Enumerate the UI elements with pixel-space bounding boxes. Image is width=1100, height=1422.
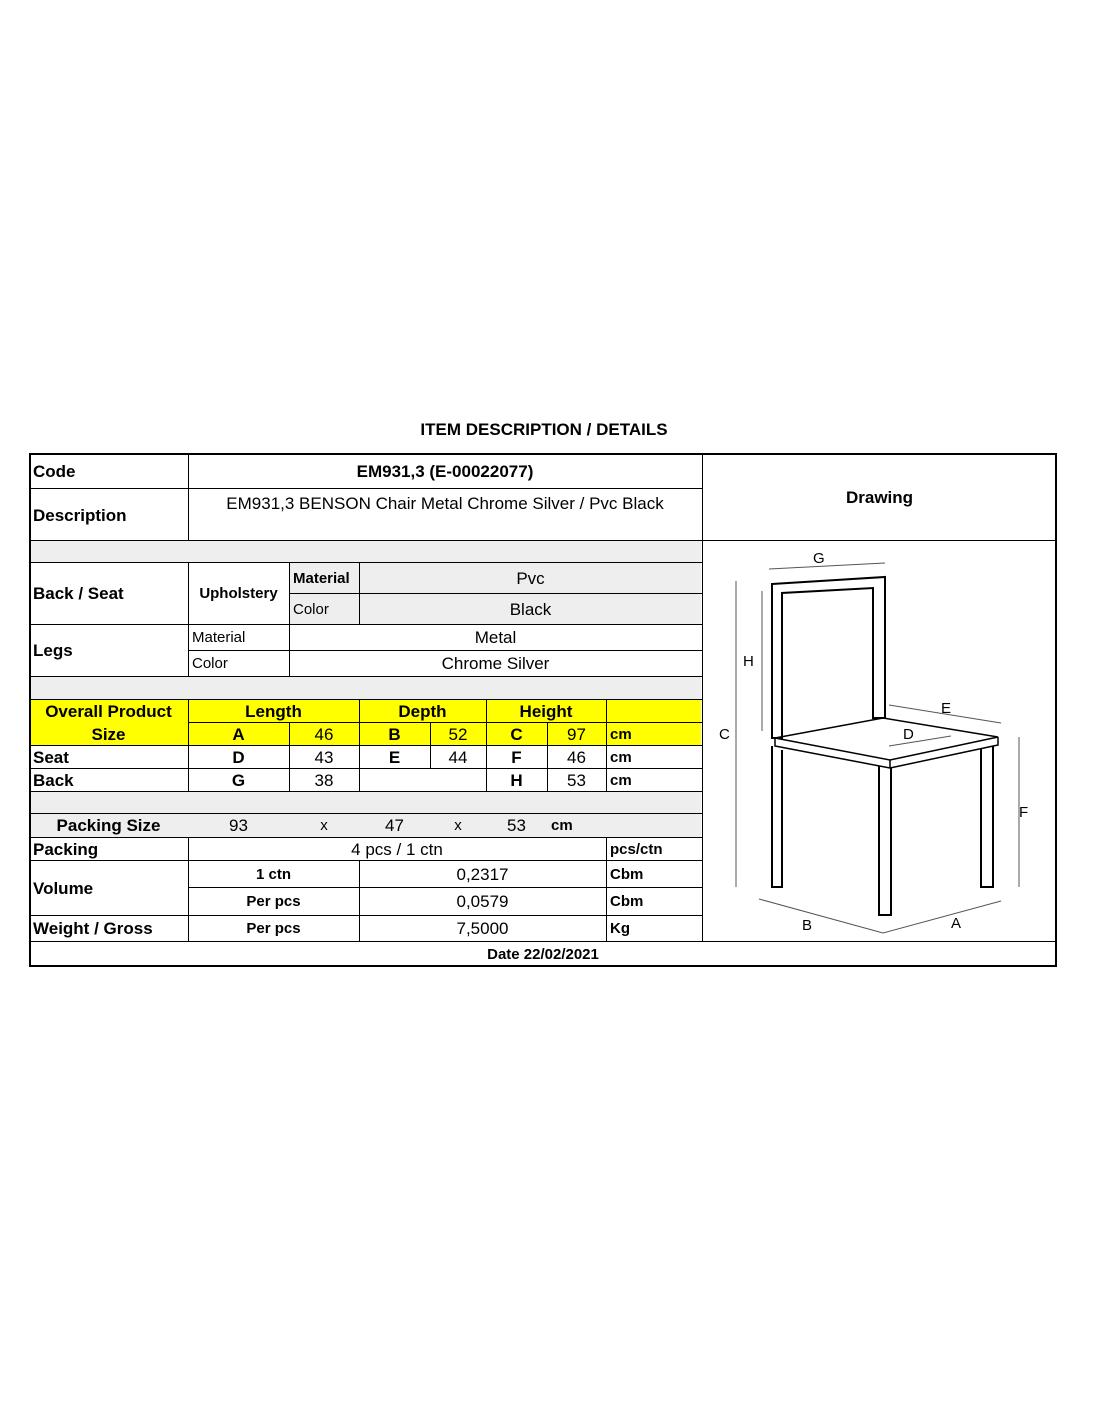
dim-value: 52 (448, 724, 468, 744)
back-seat-label: Back / Seat (33, 584, 124, 603)
packing-size-x: x (320, 817, 328, 834)
dim-unit: cm (610, 771, 632, 789)
chair-seat (775, 718, 998, 760)
chair-drawing (703, 541, 1057, 941)
drawing-label: Drawing (845, 487, 914, 507)
label-e: E (941, 700, 952, 717)
label-b: B (802, 917, 813, 934)
dim-line-d (889, 736, 951, 746)
packing-label: Packing (33, 839, 99, 859)
code-label: Code (33, 462, 76, 481)
description-value: EM931,3 BENSON Chair Metal Chrome Silver / Pvc Black (226, 493, 664, 513)
legs-material-label: Material (192, 629, 246, 646)
weight-label: Weight / Gross (33, 919, 153, 938)
chair-leg (772, 746, 782, 887)
volume-pcs-value: 0,0579 (456, 892, 509, 911)
packing-size-unit: cm (551, 817, 573, 834)
volume-label: Volume (33, 878, 94, 898)
label-a: A (951, 915, 962, 932)
weight-sub-label: Per pcs (246, 920, 301, 937)
dim-key: H (510, 770, 523, 790)
rule (29, 488, 702, 489)
dim-key: A (232, 724, 245, 744)
dim-key: G (231, 770, 246, 790)
dim-value: 46 (314, 724, 334, 744)
packing-size-width: 47 (385, 816, 404, 835)
depth-header: Depth (398, 701, 447, 721)
dim-value: 53 (567, 770, 586, 790)
packing-unit: pcs/ctn (610, 840, 663, 858)
packing-value: 4 pcs / 1 ctn (351, 839, 443, 859)
rule (29, 676, 702, 677)
back-material-label: Material (293, 569, 350, 587)
packing-size-x: x (454, 817, 462, 834)
dim-line-a (883, 901, 1001, 933)
chair-leg (981, 746, 993, 887)
dim-value: 97 (567, 724, 586, 744)
packing-size-length: 93 (229, 816, 248, 835)
dim-line-b (759, 899, 883, 933)
seat-label: Seat (33, 747, 69, 767)
label-c: C (719, 726, 730, 743)
packing-size-label: Packing Size (56, 816, 161, 835)
code-value: EM931,3 (E-00022077) (356, 462, 534, 481)
back-material-value: Pvc (516, 568, 545, 588)
dim-unit: cm (610, 748, 632, 766)
legs-material-value: Metal (474, 628, 517, 647)
volume-ctn-value: 0,2317 (456, 864, 509, 884)
back-color-label: Color (293, 600, 329, 618)
upholstery-label: Upholstery (199, 585, 278, 602)
dim-value: 44 (448, 747, 468, 767)
packing-size-height: 53 (507, 816, 526, 835)
chair-back (772, 577, 885, 738)
dim-value: 38 (314, 770, 334, 790)
overall-size-label: Overall Product (45, 702, 172, 721)
chair-leg (879, 766, 891, 915)
dim-unit: cm (610, 725, 632, 743)
dim-value: 46 (567, 747, 586, 767)
label-h: H (743, 653, 754, 670)
dim-value: 43 (314, 747, 334, 767)
volume-pcs-unit: Cbm (610, 893, 644, 910)
label-g: G (813, 550, 825, 567)
weight-value: 7,5000 (456, 919, 509, 938)
date-footer: Date 22/02/2021 (487, 945, 599, 963)
label-f: F (1019, 804, 1029, 821)
dim-key: D (232, 747, 245, 767)
legs-label: Legs (33, 641, 73, 660)
volume-ctn-label: 1 ctn (255, 865, 291, 883)
dim-key: B (388, 724, 401, 744)
volume-ctn-unit: Cbm (610, 865, 644, 883)
rule (29, 791, 702, 792)
back-color-value: Black (509, 599, 552, 619)
height-header: Height (519, 701, 573, 721)
chair-seat-front (775, 738, 890, 768)
dim-key: E (388, 747, 401, 767)
length-header: Length (245, 701, 302, 721)
dim-line-g (769, 563, 885, 569)
description-label: Description (33, 505, 127, 525)
legs-color-label: Color (192, 655, 228, 672)
overall-size-label: Size (91, 724, 126, 744)
page-title: ITEM DESCRIPTION / DETAILS (420, 420, 668, 439)
weight-unit: Kg (610, 920, 630, 937)
volume-pcs-label: Per pcs (246, 893, 301, 910)
legs-color-value: Chrome Silver (441, 654, 550, 673)
dim-key: F (511, 747, 522, 767)
label-d: D (903, 726, 914, 743)
dim-key: C (510, 724, 523, 744)
back-label: Back (33, 770, 74, 790)
